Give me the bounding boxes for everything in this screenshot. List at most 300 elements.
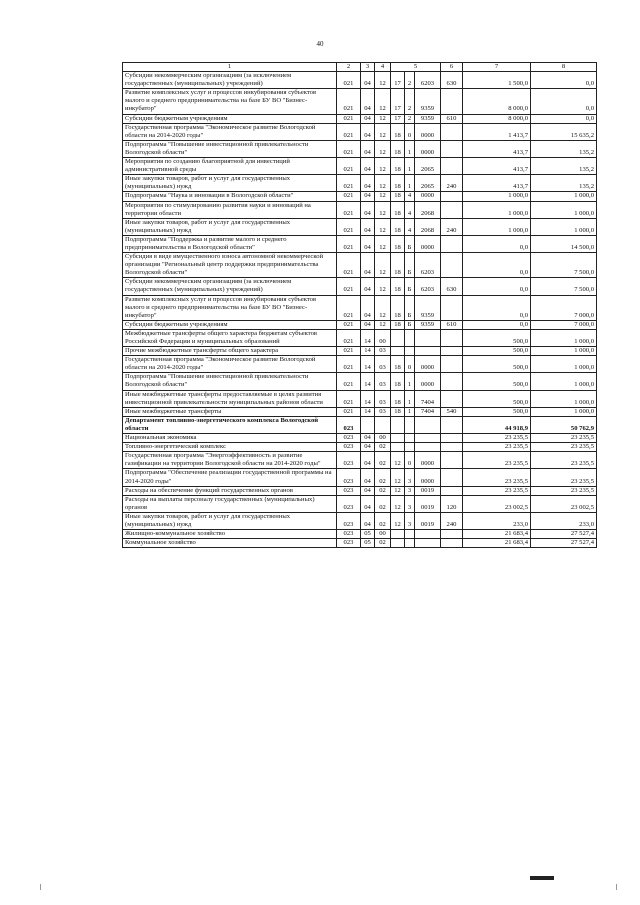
col3-value: 04 bbox=[361, 218, 375, 235]
col4-value: 02 bbox=[375, 443, 391, 452]
program-code: 18 bbox=[391, 390, 405, 407]
col8-value: 23 235,5 bbox=[531, 434, 597, 443]
col2-value: 021 bbox=[337, 295, 361, 320]
row-name: Топливно-энергетический комплекс bbox=[123, 443, 337, 452]
table-row bbox=[123, 123, 597, 140]
program-code: 18 bbox=[391, 278, 405, 295]
row-name: Подпрограмма "Поддержка и развитие малого и среднего предпринимательства в Вологодской области" bbox=[123, 235, 337, 252]
row-name: Расходы на выплаты персоналу государственных (муниципальных) органов bbox=[123, 495, 337, 512]
program-code: 18 bbox=[391, 201, 405, 218]
col7-value: 500,0 bbox=[463, 390, 531, 407]
col3-value: 04 bbox=[361, 253, 375, 278]
col6-value bbox=[441, 539, 463, 548]
col4-value: 03 bbox=[375, 373, 391, 390]
row-name: Иные межбюджетные трансферты bbox=[123, 407, 337, 416]
col6-value bbox=[441, 89, 463, 114]
col2-value: 023 bbox=[337, 530, 361, 539]
col8-value: 1 000,0 bbox=[531, 329, 597, 346]
col8-value: 0,0 bbox=[531, 114, 597, 123]
subprogram-code: 3 bbox=[405, 486, 415, 495]
col6-value: 610 bbox=[441, 114, 463, 123]
col6-value: 540 bbox=[441, 407, 463, 416]
col8-value: 1 000,0 bbox=[531, 373, 597, 390]
subprogram-code: Б bbox=[405, 320, 415, 329]
program-code: 18 bbox=[391, 235, 405, 252]
col-header: 8 bbox=[531, 63, 597, 72]
table-row bbox=[123, 416, 597, 433]
row-name: Государственная программа "Энергоэффективность и развитие газификации на территории Вологодской области на 2014-2020 годы" bbox=[123, 452, 337, 469]
direction-code: 9359 bbox=[415, 89, 441, 114]
col2-value: 021 bbox=[337, 390, 361, 407]
col7-value: 0,0 bbox=[463, 253, 531, 278]
col2-value: 021 bbox=[337, 320, 361, 329]
subprogram-code: Б bbox=[405, 295, 415, 320]
col3-value: 04 bbox=[361, 434, 375, 443]
table-row bbox=[123, 175, 597, 192]
program-code: 12 bbox=[391, 469, 405, 486]
program-code: 12 bbox=[391, 495, 405, 512]
col4-value: 03 bbox=[375, 390, 391, 407]
col6-value: 240 bbox=[441, 512, 463, 529]
program-code: 12 bbox=[391, 452, 405, 469]
col3-value: 14 bbox=[361, 347, 375, 356]
table-row bbox=[123, 373, 597, 390]
subprogram-code: 1 bbox=[405, 407, 415, 416]
direction-code: 9359 bbox=[415, 114, 441, 123]
col4-value: 02 bbox=[375, 512, 391, 529]
subprogram-code: 2 bbox=[405, 89, 415, 114]
row-name: Субсидии бюджетным учреждениям bbox=[123, 320, 337, 329]
col4-value: 02 bbox=[375, 495, 391, 512]
col2-value: 021 bbox=[337, 89, 361, 114]
col3-value: 04 bbox=[361, 140, 375, 157]
direction-code: 7404 bbox=[415, 407, 441, 416]
col2-value: 021 bbox=[337, 72, 361, 89]
col6-value bbox=[441, 123, 463, 140]
subprogram-code: 1 bbox=[405, 390, 415, 407]
direction-code: 9359 bbox=[415, 320, 441, 329]
row-name: Жилищно-коммунальное хозяйство bbox=[123, 530, 337, 539]
col3-value: 04 bbox=[361, 72, 375, 89]
direction-code: 2065 bbox=[415, 175, 441, 192]
col3-value: 04 bbox=[361, 235, 375, 252]
col2-value: 023 bbox=[337, 495, 361, 512]
col4-value: 12 bbox=[375, 201, 391, 218]
col6-value bbox=[441, 295, 463, 320]
direction-code: 9359 bbox=[415, 295, 441, 320]
col8-value: 23 235,5 bbox=[531, 443, 597, 452]
direction-code: 0000 bbox=[415, 356, 441, 373]
col6-value bbox=[441, 486, 463, 495]
col7-value: 23 235,5 bbox=[463, 434, 531, 443]
program-code bbox=[391, 539, 405, 548]
subprogram-code: Б bbox=[405, 235, 415, 252]
program-code: 18 bbox=[391, 373, 405, 390]
table-row bbox=[123, 390, 597, 407]
subprogram-code: 0 bbox=[405, 452, 415, 469]
table-row bbox=[123, 201, 597, 218]
col3-value: 04 bbox=[361, 192, 375, 201]
direction-code bbox=[415, 443, 441, 452]
direction-code: 0000 bbox=[415, 452, 441, 469]
col4-value: 02 bbox=[375, 486, 391, 495]
subprogram-code bbox=[405, 329, 415, 346]
direction-code: 0000 bbox=[415, 235, 441, 252]
subprogram-code: 4 bbox=[405, 218, 415, 235]
col3-value: 04 bbox=[361, 158, 375, 175]
col3-value: 14 bbox=[361, 407, 375, 416]
row-name: Коммунальное хозяйство bbox=[123, 539, 337, 548]
col7-value: 413,7 bbox=[463, 158, 531, 175]
col-header: 5 bbox=[391, 63, 441, 72]
col7-value: 500,0 bbox=[463, 347, 531, 356]
col2-value: 023 bbox=[337, 434, 361, 443]
col8-value: 135,2 bbox=[531, 140, 597, 157]
subprogram-code: 3 bbox=[405, 469, 415, 486]
table-row bbox=[123, 530, 597, 539]
col2-value: 023 bbox=[337, 469, 361, 486]
col2-value: 023 bbox=[337, 416, 361, 433]
col8-value: 135,2 bbox=[531, 158, 597, 175]
col4-value: 12 bbox=[375, 123, 391, 140]
program-code: 18 bbox=[391, 175, 405, 192]
col8-value: 14 500,0 bbox=[531, 235, 597, 252]
col6-value: 630 bbox=[441, 72, 463, 89]
col7-value: 500,0 bbox=[463, 356, 531, 373]
subprogram-code: 3 bbox=[405, 495, 415, 512]
col6-value bbox=[441, 201, 463, 218]
col7-value: 1 000,0 bbox=[463, 201, 531, 218]
program-code: 18 bbox=[391, 356, 405, 373]
table-row bbox=[123, 347, 597, 356]
col3-value: 14 bbox=[361, 356, 375, 373]
col3-value: 04 bbox=[361, 452, 375, 469]
col7-value: 23 235,5 bbox=[463, 443, 531, 452]
row-name: Подпрограмма "Обеспечение реализации государственной программы на 2014-2020 годы" bbox=[123, 469, 337, 486]
col7-value: 1 000,0 bbox=[463, 192, 531, 201]
col3-value bbox=[361, 416, 375, 433]
row-name: Субсидии бюджетным учреждениям bbox=[123, 114, 337, 123]
col6-value bbox=[441, 434, 463, 443]
subprogram-code: 1 bbox=[405, 175, 415, 192]
col-header: 3 bbox=[361, 63, 375, 72]
col3-value: 04 bbox=[361, 443, 375, 452]
col2-value: 021 bbox=[337, 329, 361, 346]
table-row bbox=[123, 356, 597, 373]
subprogram-code bbox=[405, 530, 415, 539]
scan-mark bbox=[530, 876, 554, 880]
program-code: 18 bbox=[391, 320, 405, 329]
direction-code bbox=[415, 416, 441, 433]
row-name: Департамент топливно-энергетического комплекса Вологодской области bbox=[123, 416, 337, 433]
row-name: Иные закупки товаров, работ и услуг для государственных (муниципальных) нужд bbox=[123, 175, 337, 192]
col7-value: 0,0 bbox=[463, 235, 531, 252]
table-row bbox=[123, 140, 597, 157]
col4-value: 00 bbox=[375, 329, 391, 346]
col4-value: 12 bbox=[375, 175, 391, 192]
row-name: Иные закупки товаров, работ и услуг для государственных (муниципальных) нужд bbox=[123, 512, 337, 529]
row-name: Расходы на обеспечение функций государственных органов bbox=[123, 486, 337, 495]
col-header: 2 bbox=[337, 63, 361, 72]
program-code: 18 bbox=[391, 192, 405, 201]
col6-value bbox=[441, 443, 463, 452]
header-row bbox=[123, 63, 597, 72]
col4-value: 12 bbox=[375, 89, 391, 114]
col3-value: 04 bbox=[361, 201, 375, 218]
table-row bbox=[123, 114, 597, 123]
col4-value: 12 bbox=[375, 235, 391, 252]
program-code bbox=[391, 347, 405, 356]
direction-code: 0019 bbox=[415, 486, 441, 495]
col6-value bbox=[441, 356, 463, 373]
subprogram-code: 1 bbox=[405, 140, 415, 157]
col3-value: 04 bbox=[361, 469, 375, 486]
col3-value: 05 bbox=[361, 530, 375, 539]
row-name: Развитие комплексных услуг и процессов инкубирования субъектов малого и среднего предпринимательства на базе БУ ВО "Бизнес-инкубатор" bbox=[123, 89, 337, 114]
subprogram-code: 0 bbox=[405, 356, 415, 373]
table-row bbox=[123, 407, 597, 416]
col8-value: 135,2 bbox=[531, 175, 597, 192]
direction-code: 2068 bbox=[415, 218, 441, 235]
col6-value bbox=[441, 390, 463, 407]
col4-value: 12 bbox=[375, 295, 391, 320]
col4-value: 12 bbox=[375, 253, 391, 278]
col2-value: 021 bbox=[337, 140, 361, 157]
col4-value: 02 bbox=[375, 539, 391, 548]
col6-value bbox=[441, 140, 463, 157]
col2-value: 023 bbox=[337, 539, 361, 548]
col2-value: 021 bbox=[337, 278, 361, 295]
direction-code: 6203 bbox=[415, 278, 441, 295]
table-row bbox=[123, 235, 597, 252]
col4-value: 00 bbox=[375, 434, 391, 443]
col4-value: 12 bbox=[375, 192, 391, 201]
col7-value: 1 413,7 bbox=[463, 123, 531, 140]
col7-value: 0,0 bbox=[463, 278, 531, 295]
col4-value: 02 bbox=[375, 469, 391, 486]
col7-value: 23 235,5 bbox=[463, 469, 531, 486]
col3-value: 14 bbox=[361, 373, 375, 390]
col6-value bbox=[441, 416, 463, 433]
col7-value: 0,0 bbox=[463, 320, 531, 329]
subprogram-code: Б bbox=[405, 278, 415, 295]
col6-value: 240 bbox=[441, 218, 463, 235]
table-row bbox=[123, 434, 597, 443]
program-code bbox=[391, 530, 405, 539]
table-row bbox=[123, 295, 597, 320]
col2-value: 021 bbox=[337, 201, 361, 218]
col7-value: 0,0 bbox=[463, 295, 531, 320]
col4-value: 03 bbox=[375, 407, 391, 416]
col8-value: 15 635,2 bbox=[531, 123, 597, 140]
table-row bbox=[123, 278, 597, 295]
table-row bbox=[123, 443, 597, 452]
col7-value: 233,0 bbox=[463, 512, 531, 529]
col2-value: 023 bbox=[337, 452, 361, 469]
program-code: 18 bbox=[391, 407, 405, 416]
col8-value: 23 002,5 bbox=[531, 495, 597, 512]
program-code bbox=[391, 416, 405, 433]
row-name: Национальная экономика bbox=[123, 434, 337, 443]
col4-value: 02 bbox=[375, 452, 391, 469]
subprogram-code: 2 bbox=[405, 114, 415, 123]
col8-value: 1 000,0 bbox=[531, 192, 597, 201]
direction-code: 7404 bbox=[415, 390, 441, 407]
subprogram-code: 4 bbox=[405, 201, 415, 218]
direction-code: 0019 bbox=[415, 512, 441, 529]
col7-value: 500,0 bbox=[463, 373, 531, 390]
table-row bbox=[123, 512, 597, 529]
col3-value: 04 bbox=[361, 123, 375, 140]
col4-value bbox=[375, 416, 391, 433]
col8-value: 27 527,4 bbox=[531, 530, 597, 539]
table-row bbox=[123, 469, 597, 486]
col7-value: 8 000,0 bbox=[463, 114, 531, 123]
col6-value: 630 bbox=[441, 278, 463, 295]
col3-value: 04 bbox=[361, 295, 375, 320]
table-row bbox=[123, 539, 597, 548]
col8-value: 7 500,0 bbox=[531, 278, 597, 295]
col4-value: 12 bbox=[375, 72, 391, 89]
row-name: Подпрограмма "Повышение инвестиционной привлекательности Вологодской области" bbox=[123, 140, 337, 157]
col2-value: 021 bbox=[337, 235, 361, 252]
direction-code: 0000 bbox=[415, 123, 441, 140]
row-name: Развитие комплексных услуг и процессов инкубирования субъектов малого и среднего предпринимательства на базе БУ ВО "Бизнес-инкубатор" bbox=[123, 295, 337, 320]
direction-code: 0000 bbox=[415, 140, 441, 157]
subprogram-code bbox=[405, 416, 415, 433]
subprogram-code: 1 bbox=[405, 158, 415, 175]
col-header: 1 bbox=[123, 63, 337, 72]
col4-value: 03 bbox=[375, 356, 391, 373]
subprogram-code bbox=[405, 434, 415, 443]
program-code: 18 bbox=[391, 218, 405, 235]
col7-value: 23 235,5 bbox=[463, 486, 531, 495]
row-name: Иные межбюджетные трансферты предоставляемые в целях развития инвестиционной привлекательности муниципальных районов области bbox=[123, 390, 337, 407]
col6-value bbox=[441, 347, 463, 356]
col4-value: 12 bbox=[375, 114, 391, 123]
col2-value: 021 bbox=[337, 123, 361, 140]
col8-value: 7 000,0 bbox=[531, 295, 597, 320]
program-code: 12 bbox=[391, 486, 405, 495]
col7-value: 8 000,0 bbox=[463, 89, 531, 114]
col2-value: 021 bbox=[337, 175, 361, 192]
direction-code: 0000 bbox=[415, 469, 441, 486]
col7-value: 413,7 bbox=[463, 175, 531, 192]
subprogram-code: 2 bbox=[405, 72, 415, 89]
row-name: Межбюджетные трансферты общего характера бюджетам субъектов Российской Федерации и муниципальных образований bbox=[123, 329, 337, 346]
row-name: Мероприятия по стимулированию развития науки и инноваций на территории области bbox=[123, 201, 337, 218]
col2-value: 021 bbox=[337, 347, 361, 356]
col4-value: 03 bbox=[375, 347, 391, 356]
col7-value: 500,0 bbox=[463, 329, 531, 346]
col4-value: 12 bbox=[375, 218, 391, 235]
subprogram-code: 3 bbox=[405, 512, 415, 529]
page-number: 40 bbox=[316, 40, 324, 48]
col8-value: 0,0 bbox=[531, 89, 597, 114]
direction-code bbox=[415, 434, 441, 443]
col2-value: 021 bbox=[337, 253, 361, 278]
table-row bbox=[123, 452, 597, 469]
direction-code: 0019 bbox=[415, 495, 441, 512]
col2-value: 023 bbox=[337, 512, 361, 529]
margin-tick bbox=[616, 884, 617, 890]
table-row bbox=[123, 192, 597, 201]
program-code: 12 bbox=[391, 512, 405, 529]
col7-value: 44 918,9 bbox=[463, 416, 531, 433]
row-name: Государственная программа "Экономическое развитие Вологодской области на 2014-2020 годы" bbox=[123, 356, 337, 373]
col2-value: 021 bbox=[337, 218, 361, 235]
col3-value: 04 bbox=[361, 320, 375, 329]
col6-value bbox=[441, 469, 463, 486]
row-name: Иные закупки товаров, работ и услуг для государственных (муниципальных) нужд bbox=[123, 218, 337, 235]
col2-value: 021 bbox=[337, 407, 361, 416]
col6-value: 610 bbox=[441, 320, 463, 329]
table-row bbox=[123, 329, 597, 346]
table-row bbox=[123, 495, 597, 512]
col8-value: 23 235,5 bbox=[531, 486, 597, 495]
col7-value: 23 002,5 bbox=[463, 495, 531, 512]
col2-value: 021 bbox=[337, 356, 361, 373]
row-name: Субсидии некоммерческим организациям (за исключением государственных (муниципальных) учреждений) bbox=[123, 278, 337, 295]
col6-value bbox=[441, 253, 463, 278]
direction-code bbox=[415, 530, 441, 539]
col8-value: 7 500,0 bbox=[531, 253, 597, 278]
col-header: 6 bbox=[441, 63, 463, 72]
col4-value: 12 bbox=[375, 158, 391, 175]
table-row bbox=[123, 218, 597, 235]
col6-value bbox=[441, 192, 463, 201]
col8-value: 1 000,0 bbox=[531, 347, 597, 356]
col8-value: 1 000,0 bbox=[531, 407, 597, 416]
subprogram-code bbox=[405, 539, 415, 548]
row-name: Субсидии некоммерческим организациям (за исключением государственных (муниципальных) учреждений) bbox=[123, 72, 337, 89]
col2-value: 023 bbox=[337, 486, 361, 495]
col8-value: 0,0 bbox=[531, 72, 597, 89]
col6-value bbox=[441, 235, 463, 252]
col7-value: 413,7 bbox=[463, 140, 531, 157]
program-code: 18 bbox=[391, 158, 405, 175]
program-code bbox=[391, 443, 405, 452]
col7-value: 21 683,4 bbox=[463, 530, 531, 539]
col6-value: 240 bbox=[441, 175, 463, 192]
direction-code: 2065 bbox=[415, 158, 441, 175]
col6-value bbox=[441, 158, 463, 175]
col4-value: 12 bbox=[375, 320, 391, 329]
table-row bbox=[123, 89, 597, 114]
row-name: Субсидия в виде имущественного взноса автономной некоммерческой организации "Региональный центр поддержки предпринимательства Вологодской области" bbox=[123, 253, 337, 278]
table-row bbox=[123, 72, 597, 89]
col4-value: 12 bbox=[375, 278, 391, 295]
col6-value bbox=[441, 373, 463, 390]
col3-value: 04 bbox=[361, 278, 375, 295]
direction-code bbox=[415, 539, 441, 548]
col8-value: 233,0 bbox=[531, 512, 597, 529]
col8-value: 1 000,0 bbox=[531, 218, 597, 235]
col2-value: 021 bbox=[337, 158, 361, 175]
program-code: 18 bbox=[391, 295, 405, 320]
direction-code: 6203 bbox=[415, 72, 441, 89]
col2-value: 021 bbox=[337, 114, 361, 123]
direction-code: 6203 bbox=[415, 253, 441, 278]
program-code: 18 bbox=[391, 123, 405, 140]
direction-code bbox=[415, 347, 441, 356]
col8-value: 23 235,5 bbox=[531, 452, 597, 469]
col3-value: 04 bbox=[361, 495, 375, 512]
col8-value: 7 000,0 bbox=[531, 320, 597, 329]
col4-value: 12 bbox=[375, 140, 391, 157]
col2-value: 021 bbox=[337, 373, 361, 390]
program-code bbox=[391, 329, 405, 346]
